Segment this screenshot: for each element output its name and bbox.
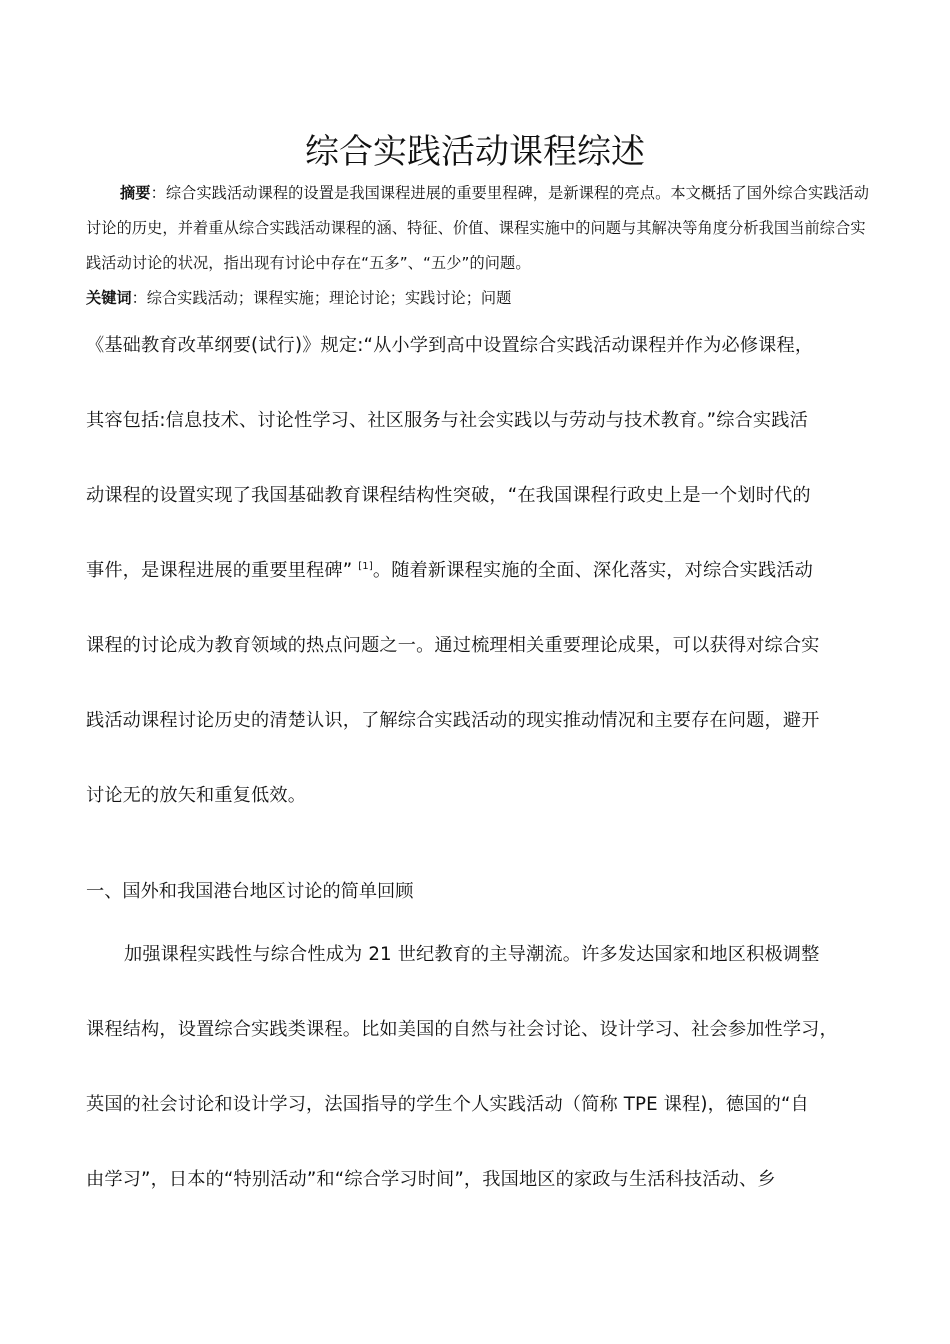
- keywords-line: [86, 283, 870, 313]
- section-line-1: 加强课程实践性与综合性成为 21 世纪教育的主导潮流。许多发达国家和地区积极调整: [124, 944, 820, 965]
- abstract-label: 摘要: [120, 184, 151, 202]
- intro-line-7: 讨论无的放矢和重复低效。: [86, 785, 307, 806]
- intro-line-1: 《基础教育改革纲要(试行)》规定:“从小学到高中设置综合实践活动课程并作为必修课程，: [86, 335, 814, 356]
- intro-line-3: 动课程的设置实现了我国基础教育课程结构性突破，“在我国课程行政史上是一个划时代的: [86, 485, 811, 506]
- abstract-paragraph: [86, 176, 870, 281]
- intro-line-4-text: 事件，是课程进展的重要里程碑”: [86, 560, 353, 581]
- section-line-2: 课程结构，设置综合实践类课程。比如美国的自然与社会讨论、设计学习、社会参加性学习，: [86, 1019, 838, 1040]
- intro-line-4: [86, 557, 872, 585]
- section-line-4: 由学习”，日本的“特别活动”和“综合学习时间”，我国地区的家政与生活科技活动、乡: [86, 1169, 776, 1190]
- keywords-label: 关键词: [86, 289, 132, 307]
- section-heading: 一、国外和我国港台地区讨论的简单回顾: [86, 881, 414, 902]
- section-line-3: 英国的社会讨论和设计学习，法国指导的学生个人实践活动（简称 TPE 课程)，德国的“自: [86, 1094, 809, 1115]
- citation-mark: [1]: [358, 560, 373, 572]
- abstract-text: ：综合实践活动课程的设置是我国课程进展的重要里程碑，是新课程的亮点。本文概括了国外综合实践活动讨论的历史，并着重从综合实践活动课程的涵、特征、价值、课程实施中的问题与其解决等角度分析我国当前综合实践活动讨论的状况，指出现有讨论中存在“五多”、“五少”的问题。: [86, 184, 870, 272]
- intro-line-6: 践活动课程讨论历史的清楚认识，了解综合实践活动的现实推动情况和主要存在问题，避开: [86, 710, 820, 731]
- intro-line-4-rest: 。随着新课程实施的全面、深化落实，对综合实践活动: [372, 560, 813, 581]
- intro-line-2: 其容包括:信息技术、讨论性学习、社区服务与社会实践以与劳动与技术教育。”综合实践活: [86, 410, 808, 431]
- keywords-text: ：综合实践活动；课程实施；理论讨论；实践讨论；问题: [131, 289, 512, 307]
- document-title: 综合实践活动课程综述: [305, 132, 645, 172]
- intro-line-5: 课程的讨论成为教育领域的热点问题之一。通过梳理相关重要理论成果，可以获得对综合实: [86, 635, 820, 656]
